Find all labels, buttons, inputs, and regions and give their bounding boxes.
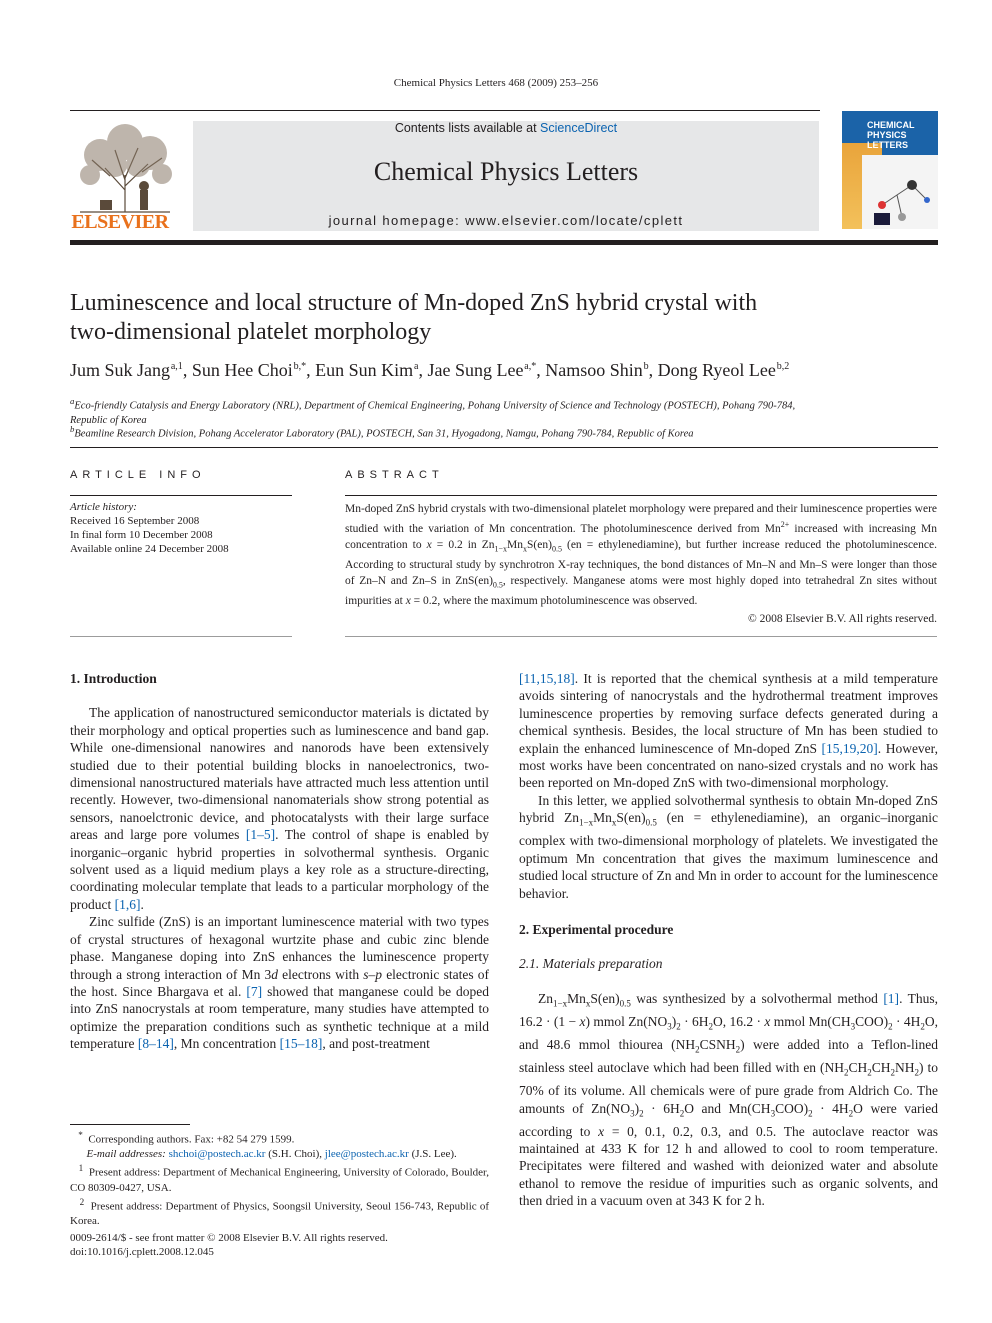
final-form-date: In final form 10 December 2008: [70, 529, 213, 541]
homepage-url[interactable]: www.elsevier.com/locate/cplett: [465, 213, 684, 228]
intro-title: 1. Introduction: [70, 671, 157, 686]
article-info-heading: ARTICLE INFO: [70, 469, 206, 481]
contents-prefix: Contents lists available at: [394, 121, 541, 135]
intro-paragraph-2: Zinc sulfide (ZnS) is an important luminescence material with two types of crystal structures of hexagonal wurtzite phase and cubic zinc blende phase. Manganese doping into ZnS enhances the luminescence property through a strong interaction of Mn 3d electrons with s–p electronic states of the host. Since Bhargava et al. [7] showed that manganese could be doped into ZnS nanocrystals at room temperature, many studies have attempted to optimize the preparation conditions such as synthetic technique at a mild temperature [8–14], Mn concentration [15–18], and post-treatment: [70, 914, 489, 1052]
abstract-copyright: © 2008 Elsevier B.V. All rights reserved.: [748, 613, 937, 625]
citation-link[interactable]: [1]: [883, 990, 900, 1006]
abstract-rule: [345, 495, 937, 496]
elsevier-wordmark: ELSEVIER: [71, 211, 169, 233]
article-title: [70, 289, 930, 347]
intro-paragraph-3: In this letter, we applied solvothermal synthesis to obtain Mn-doped ZnS hybrid $Zn_{1-x}Mn_xS(en)_{0.5}$ (en = ethylenediamine), an organic–inorganic complex with two-dimensional morphology of platelets. We investigated the optimum Mn concentration that gives the maximum luminescence and studied local structure of Zn and Mn in order to account for the luminescence behavior.: [519, 792, 938, 901]
footnotes: [70, 1128, 489, 1228]
right-column: [519, 670, 938, 1210]
section-rule: [70, 447, 938, 448]
header-rule: [70, 110, 820, 111]
citation-link[interactable]: [15–18]: [279, 1036, 323, 1052]
sciencedirect-link[interactable]: ScienceDirect: [540, 121, 618, 135]
article-info-rule: [70, 495, 292, 496]
abstract-heading: ABSTRACT: [345, 469, 444, 481]
affiliation-text: Eco-friendly Catalysis and Energy Laboratory (NRL), Department of Chemical Engineering, Pohang University of Science and Technology (POSTECH), Pohang 790-784,: [74, 400, 796, 412]
citation-link[interactable]: [1–5]: [245, 827, 276, 843]
author-affil-mark: a,1: [170, 361, 183, 372]
footnote-emails: E-mail addresses: shchoi@postech.ac.kr (S.H. Choi), jlee@postech.ac.kr (J.S. Lee).: [86, 1148, 457, 1161]
journal-name: Chemical Physics Letters: [373, 157, 639, 186]
materials-subtitle: 2.1. Materials preparation: [519, 956, 663, 972]
cover-art-panel: [862, 155, 938, 229]
author-affil-mark: b,2: [776, 361, 790, 372]
journal-cover: [842, 111, 938, 229]
homepage-prefix: journal homepage:: [328, 213, 466, 228]
journal-homepage: [193, 213, 819, 228]
article-info-bottom-rule: [70, 636, 292, 637]
cover-molecule-icon: [862, 155, 938, 229]
affiliation-b: [70, 422, 890, 442]
intro-paragraph-continued: [11,15,18]. It is reported that the chemical synthesis at a mild temperature avoids sintering of nanocrystals and the hydrothermal treatment improves luminescence properties by removing surface defects generated during a chemical synthesis. Besides, the local structure of Mn has been studied to explain the enhanced luminescence of Mn-doped ZnS [15,19,20]. However, most works have been concentrated on nano-sized crystals and no work has been reported on Mn-doped ZnS with two-dimensional morphology.: [519, 671, 939, 791]
cover-title: [867, 120, 937, 150]
footnote-1: $^1$ Present address: Department of Mechanical Engineering, University of Colorado, Boulder, CO 80309-0427, USA.: [70, 1163, 490, 1194]
materials-paragraph: $Zn_{1-x}Mn_xS(en)_{0.5}$ was synthesized by a solvothermal method [1]. Thus, 16.2 · (1 − x) mmol $Zn(NO_3)_2 \cdot 6H_2O$, 16.2 · x mmol $Mn(CH_3COO)_2 \cdot 4H_2O$, and 48.6 mmol thiourea $(NH_2CSNH_2)$ were added into a Teflon-lined stainless steel autoclave which had been filled with en $(NH_2CH_2CH_2NH_2)$ to 70% of its volume. All chemicals were of pure grade from Aldrich Co. The amounts of $Zn(NO_3)_2 \cdot 6H_2O$ and $Mn(CH_3COO)_2 \cdot 4H_2O$ were varied according to x = 0, 0.1, 0.2, 0.3, and 0.5. The autoclave reactor was maintained at 433 K for 12 h and allowed to cool to room temperature. Precipitates were filtered and washed with deionized water and absolute ethanol to remove the residue of impurities such as organic solvents, and then dried in a vacuum oven at 343 K for 2 h.: [519, 990, 938, 1209]
article-history: [70, 500, 292, 556]
author-name[interactable]: Namsoo Shin: [545, 360, 643, 380]
affiliation-text: Republic of Korea: [70, 414, 147, 426]
received-date: Received 16 September 2008: [70, 515, 200, 527]
author-name[interactable]: Dong Ryeol Lee: [657, 360, 776, 380]
author-name[interactable]: Jum Suk Jang: [70, 360, 171, 380]
online-date: Available online 24 December 2008: [70, 543, 229, 555]
doi-line[interactable]: doi:10.1016/j.cplett.2008.12.045: [70, 1246, 214, 1258]
author-affil-mark: b,*: [293, 361, 307, 372]
intro-paragraph-1: The application of nanostructured semiconductor materials is dictated by their morphology and optical properties such as luminescence and band gap. While one-dimensional nanowires and nanorods have been extensively studied due to their potential building blocks in nanoelectronics, two-dimensional nanostructured materials have attracted much less attention until recently. However, two-dimensional nanomaterials show strong potential as sensors, nanoelctronic device, and photocatalysts with their large surface areas and large pore volumes [1–5]. The control of shape is enabled by inorganic–organic hybrid properties in solvothermal synthesis. Organic solvent used as a liquid medium plays a key role as a structure-directing, coordinating molecular template that leads to a particular morphology of the product [1,6].: [70, 705, 489, 912]
bottom-info: [70, 1231, 490, 1259]
author-affil-mark: a: [414, 361, 419, 372]
history-label: Article history:: [70, 501, 137, 513]
issn-line: 0009-2614/$ - see front matter © 2008 Elsevier B.V. All rights reserved.: [70, 1232, 388, 1244]
cover-title-line: PHYSICS: [867, 130, 907, 140]
abstract-text: Mn-doped ZnS hybrid crystals with two-dimensional platelet morphology were prepared and their luminescence properties were studied with the variation of Mn concentration. The photoluminescence derived from $Mn^{2+}$ increased with increasing Mn concentration to x = 0.2 in $Zn_{1-x}Mn_xS(en)_{0.5}$ (en = ethylenediamine), but further increase reduced the photoluminescence. According to structural study by synchrotron X-ray techniques, the bond distances of Mn–N and Mn–S were longer than those of Zn–N and Zn–S in $ZnS(en)_{0.5}$, respectively. Manganese atoms were most highly doped into tetrahedral Zn sites without impurities at x = 0.2, where the maximum photoluminescence was observed.: [345, 503, 937, 608]
running-head: Chemical Physics Letters 468 (2009) 253–256: [393, 77, 599, 89]
header-thick-rule: [70, 240, 938, 245]
footnote-2: $^2$ Present address: Department of Physics, Soongsil University, Seoul 156-743, Republic of Korea.: [70, 1196, 490, 1227]
cover-title-line: LETTERS: [867, 140, 909, 150]
citation-link[interactable]: [8–14]: [137, 1036, 174, 1052]
cover-title-line: CHEMICAL: [867, 120, 915, 130]
title-line: Luminescence and local structure of Mn-doped ZnS hybrid crystal with: [70, 290, 758, 316]
experimental-title: 2. Experimental procedure: [519, 921, 674, 937]
citation-link[interactable]: [15,19,20]: [821, 740, 878, 756]
title-line: two-dimensional platelet morphology: [70, 319, 432, 345]
footnote-corresponding: * Corresponding authors. Fax: +82 54 279 1599.: [78, 1130, 295, 1146]
email-link[interactable]: shchoi@postech.ac.kr: [168, 1148, 266, 1161]
author-affil-mark: a,*: [524, 361, 537, 372]
abstract-bottom-rule: [345, 636, 937, 637]
email-link[interactable]: jlee@postech.ac.kr: [324, 1148, 409, 1161]
footnote-rule: [70, 1124, 190, 1125]
author-name[interactable]: Jae Sung Lee: [427, 360, 524, 380]
author-affil-mark: b: [643, 361, 649, 372]
contents-line: [193, 121, 819, 135]
author-list: Jum Suk Jang $^{a,1}$, Sun Hee Choi $^{b,*}$, Eun Sun Kim $^a$, Jae Sung Lee $^{a,*}$, Namsoo Shin $^b$, Dong Ryeol Lee $^{b,2}$: [70, 360, 790, 380]
citation-link[interactable]: [1,6]: [114, 896, 141, 912]
citation-link[interactable]: [7]: [246, 983, 263, 999]
affiliation-text: Beamline Research Division, Pohang Accelerator Laboratory (PAL), POSTECH, San 31, Hyogadong, Namgu, Pohang 790-784, Republic of Korea: [74, 428, 694, 440]
affiliation-mark: b: [70, 424, 75, 434]
author-name[interactable]: Eun Sun Kim: [315, 360, 414, 380]
intro-section: [70, 670, 489, 1053]
citation-link[interactable]: [11,15,18]: [519, 671, 575, 686]
author-name[interactable]: Sun Hee Choi: [191, 360, 293, 380]
affiliation-mark: a: [70, 396, 75, 406]
